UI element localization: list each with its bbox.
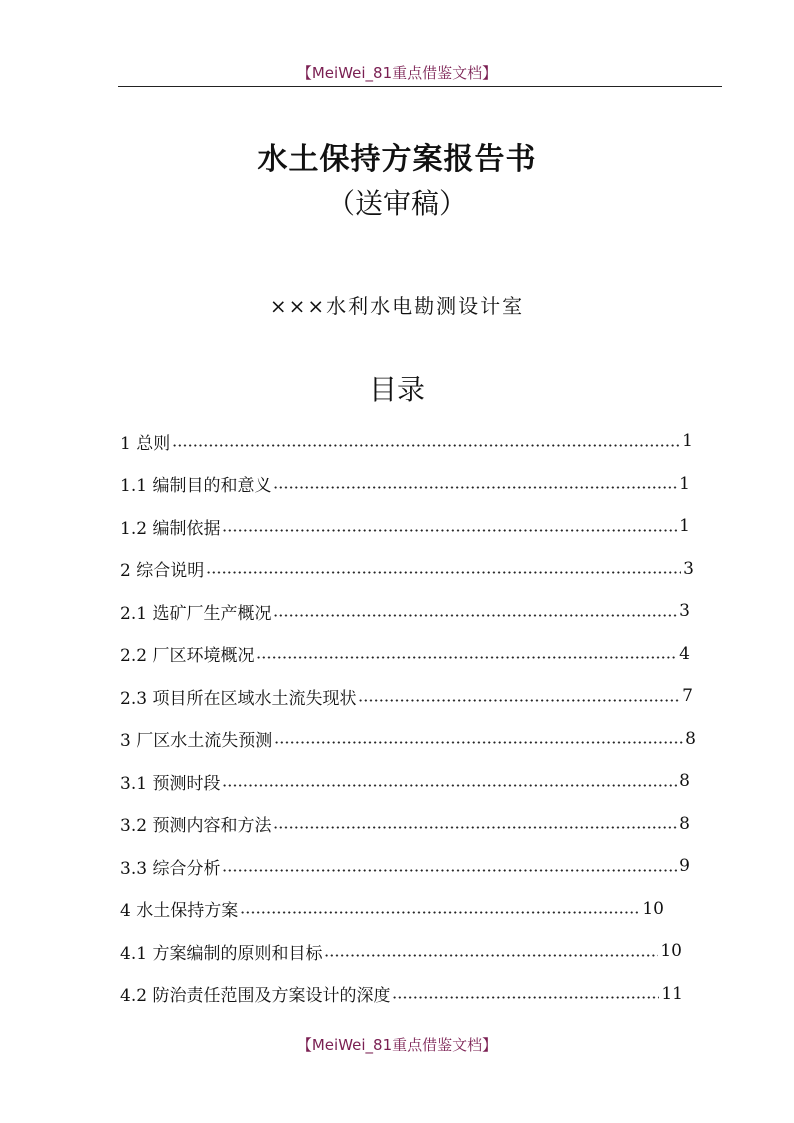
toc-entry[interactable] <box>120 675 693 718</box>
toc-entry-label: 3.3 综合分析 <box>120 858 221 879</box>
toc-entry[interactable] <box>120 420 693 463</box>
page-footer: 【MeiWei_81重点借鉴文档】 <box>296 1036 498 1054</box>
header-rule <box>118 86 722 87</box>
toc-entry-page: 1 <box>679 473 690 494</box>
toc-leader-dots <box>392 989 659 1006</box>
toc-heading: 目录 <box>368 373 425 406</box>
organization-name: ×××水利水电勘测设计室 <box>269 294 525 318</box>
toc-entry-page: 9 <box>679 856 690 877</box>
toc-entry[interactable] <box>120 973 683 1016</box>
toc-entry-page: 10 <box>660 941 682 962</box>
toc-entry[interactable] <box>120 505 690 548</box>
toc-entry-label: 3.2 预测内容和方法 <box>120 816 272 837</box>
toc-entry-label: 2 综合说明 <box>120 561 205 582</box>
toc-leader-dots <box>358 692 680 709</box>
toc-leader-dots <box>240 904 640 921</box>
toc-entry-page: 3 <box>679 601 690 622</box>
document-title: 水土保持方案报告书 <box>257 142 537 177</box>
toc-entry[interactable] <box>120 548 694 591</box>
toc-entry-label: 1 总则 <box>120 433 171 454</box>
toc-entry-label: 1.2 编制依据 <box>120 518 221 539</box>
toc-entry-label: 4 水土保持方案 <box>120 901 239 922</box>
toc-entry[interactable] <box>120 760 690 803</box>
page-header: 【MeiWei_81重点借鉴文档】 <box>296 64 498 82</box>
table-of-contents <box>120 420 700 1015</box>
toc-entry-label: 4.1 方案编制的原则和目标 <box>120 943 323 964</box>
toc-entry[interactable] <box>120 590 690 633</box>
toc-leader-dots <box>256 649 677 666</box>
toc-entry[interactable] <box>120 930 682 973</box>
document-subtitle: （送审稿） <box>326 187 467 220</box>
toc-entry[interactable] <box>120 845 690 888</box>
toc-entry-label: 2.3 项目所在区域水土流失现状 <box>120 688 357 709</box>
toc-entry-page: 8 <box>679 771 690 792</box>
toc-leader-dots <box>222 522 677 539</box>
toc-leader-dots <box>222 862 677 879</box>
toc-entry-label: 3 厂区水土流失预测 <box>120 731 273 752</box>
toc-entry-page: 3 <box>683 558 694 579</box>
toc-entry-page: 8 <box>679 813 690 834</box>
toc-entry-page: 4 <box>679 643 690 664</box>
toc-leader-dots <box>172 437 680 454</box>
toc-leader-dots <box>273 607 677 624</box>
toc-entry-label: 2.1 选矿厂生产概况 <box>120 603 272 624</box>
toc-entry-page: 1 <box>682 431 693 452</box>
toc-entry-label: 2.2 厂区环境概况 <box>120 646 255 667</box>
toc-entry[interactable] <box>120 718 696 761</box>
toc-leader-dots <box>273 479 677 496</box>
toc-entry[interactable] <box>120 803 690 846</box>
toc-entry-page: 10 <box>642 898 664 919</box>
toc-entry-page: 7 <box>682 686 693 707</box>
toc-leader-dots <box>222 777 677 794</box>
toc-leader-dots <box>273 819 677 836</box>
toc-entry-label: 1.1 编制目的和意义 <box>120 476 272 497</box>
toc-entry[interactable] <box>120 888 664 931</box>
toc-entry-page: 11 <box>661 983 683 1004</box>
toc-entry[interactable] <box>120 463 690 506</box>
toc-entry[interactable] <box>120 633 690 676</box>
toc-leader-dots <box>206 564 681 581</box>
toc-entry-label: 3.1 预测时段 <box>120 773 221 794</box>
toc-entry-page: 8 <box>685 728 696 749</box>
toc-entry-page: 1 <box>679 516 690 537</box>
toc-entry-label: 4.2 防治责任范围及方案设计的深度 <box>120 986 391 1007</box>
toc-leader-dots <box>324 947 658 964</box>
toc-leader-dots <box>274 734 683 751</box>
